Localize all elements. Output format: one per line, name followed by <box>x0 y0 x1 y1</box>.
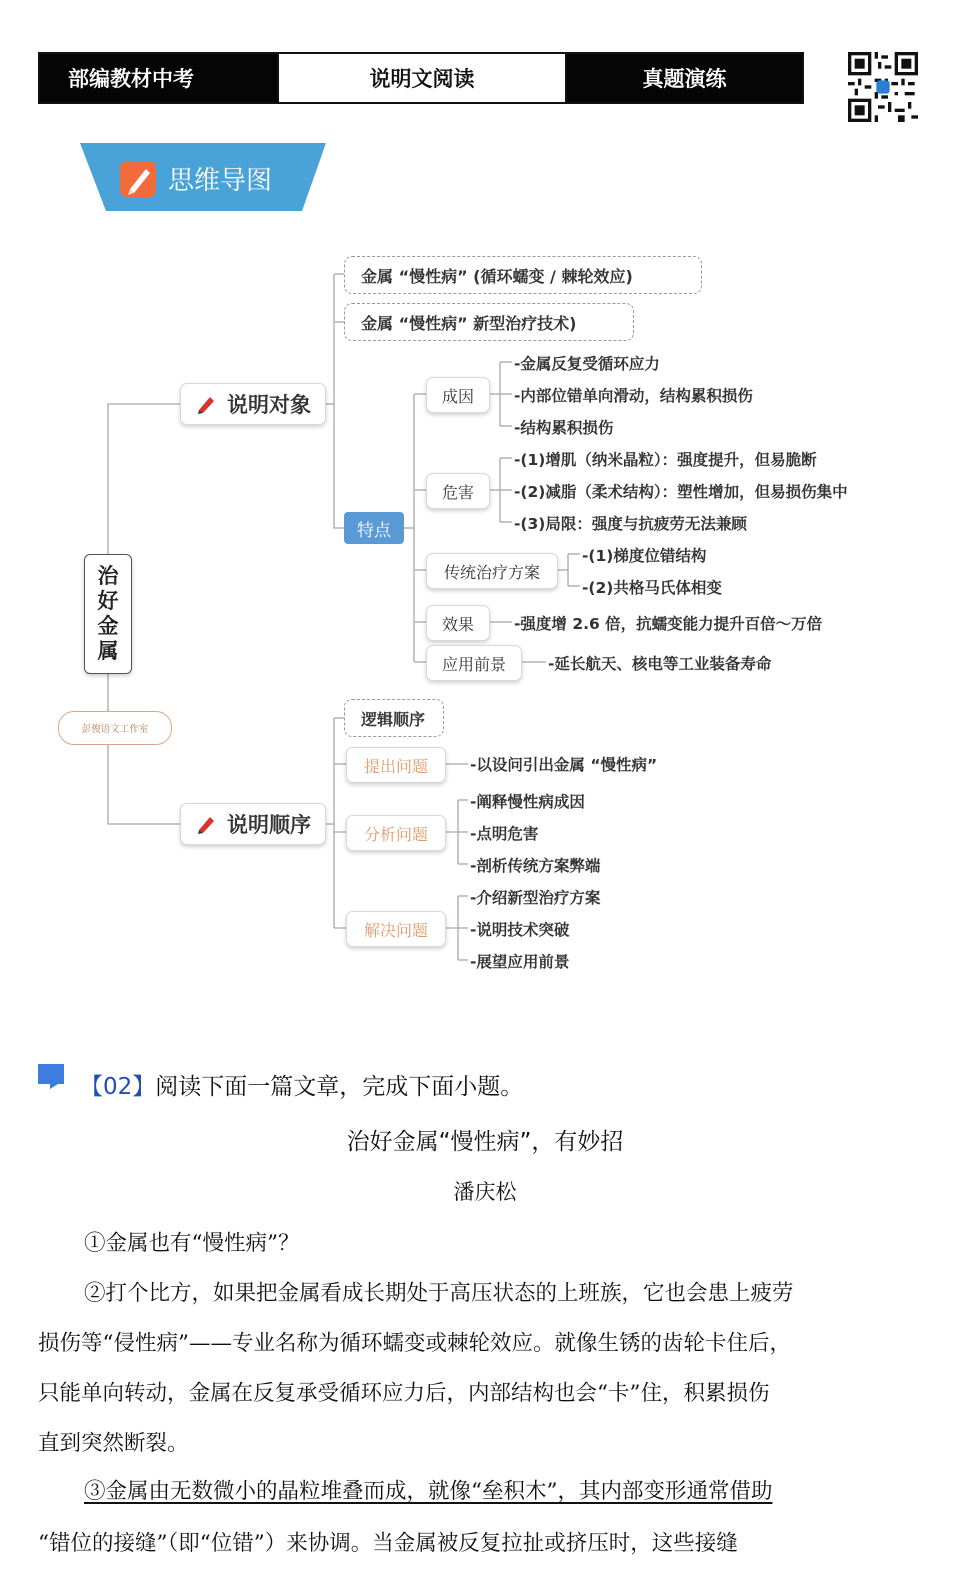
banner-title: 思维导图 <box>168 166 273 196</box>
cause-leaf: -金属反复受循环应力 <box>514 355 660 373</box>
article-line: “错位的接缝”（即“位错”）来协调。当金属被反复拉扯或挤压时，这些接缝 <box>38 1531 738 1556</box>
header-center: 说明文阅读 <box>277 54 567 102</box>
traditional-leaf: -(2)共格马氏体相变 <box>582 579 722 597</box>
harm-leaf: -(1)增肌（纳米晶粒）：强度提升，但易脆断 <box>514 451 817 469</box>
node-features: 特点 <box>344 512 404 544</box>
pencil-icon <box>195 393 217 415</box>
cause-leaf: -内部位错单向滑动，结构累积损伤 <box>514 387 753 405</box>
bookmark-icon <box>36 1062 68 1090</box>
root-char: 治 <box>97 564 119 588</box>
solve-leaf: -说明技术突破 <box>470 921 570 939</box>
question-heading <box>80 1068 523 1101</box>
node-harm: 危害 <box>426 473 490 509</box>
solve-leaf: -介绍新型治疗方案 <box>470 889 601 907</box>
root-char: 金 <box>97 614 119 638</box>
node-cause: 成因 <box>426 377 490 413</box>
qr-code-icon[interactable] <box>848 52 918 122</box>
article-line: 损伤等“侵性病”——专业名称为循环蠕变或棘轮效应。就像生锈的齿轮卡住后， <box>38 1331 791 1356</box>
article-line: 只能单向转动，金属在反复承受循环应力后，内部结构也会“卡”住，积累损伤 <box>38 1381 770 1406</box>
header-right: 真题演练 <box>567 54 802 102</box>
node-explanation-order <box>180 803 326 845</box>
raise-leaf: -以设问引出金属 “慢性病” <box>470 756 658 774</box>
studio-tag: 彭俊语文工作室 <box>58 711 172 745</box>
mindmap-root <box>84 554 132 674</box>
harm-leaf: -(2)减脂（柔术结构）：塑性增加，但易损伤集中 <box>514 483 848 501</box>
node-raise-question: 提出问题 <box>346 747 446 783</box>
object-item-2: 金属 “慢性病” 新型治疗技术) <box>344 303 634 341</box>
prospect-leaf: -延长航天、核电等工业装备寿命 <box>548 655 772 673</box>
question-number: 【02】 <box>80 1074 156 1100</box>
question-instruction: 阅读下面一篇文章，完成下面小题。 <box>155 1074 524 1100</box>
object-item-1: 金属 “慢性病” (循环蠕变 / 棘轮效应) <box>344 256 702 294</box>
node-explanation-object <box>180 383 326 425</box>
analyze-leaf: -点明危害 <box>470 825 539 843</box>
effect-leaf: -强度增 2.6 倍，抗蠕变能力提升百倍～万倍 <box>514 615 823 633</box>
article-line: 直到突然断裂。 <box>38 1431 189 1456</box>
logic-order-node: 逻辑顺序 <box>344 699 444 737</box>
pencil-icon <box>195 813 217 835</box>
node-label: 说明对象 <box>227 393 311 417</box>
node-solve-question: 解决问题 <box>346 911 446 947</box>
node-label: 说明顺序 <box>227 813 311 837</box>
solve-leaf: -展望应用前景 <box>470 953 570 971</box>
header-left: 部编教材中考 <box>40 54 277 102</box>
node-effect: 效果 <box>426 605 490 641</box>
cause-leaf: -结构累积损伤 <box>514 419 614 437</box>
article-line: ①金属也有“慢性病”？ <box>84 1231 300 1256</box>
node-traditional-plan: 传统治疗方案 <box>426 553 558 589</box>
root-char: 好 <box>97 589 119 613</box>
article-line: ②打个比方，如果把金属看成长期处于高压状态的上班族，它也会患上疲劳 <box>84 1281 794 1306</box>
node-prospect: 应用前景 <box>426 645 522 681</box>
traditional-leaf: -(1)梯度位错结构 <box>582 547 707 565</box>
analyze-leaf: -剖析传统方案弊端 <box>470 857 601 875</box>
root-char: 属 <box>97 639 119 663</box>
node-analyze-question: 分析问题 <box>346 815 446 851</box>
harm-leaf: -(3)局限：强度与抗疲劳无法兼顾 <box>514 515 747 533</box>
article-title: 治好金属“慢性病”，有妙招 <box>346 1129 624 1155</box>
article-author: 潘庆松 <box>453 1180 517 1204</box>
analyze-leaf: -阐释慢性病成因 <box>470 793 585 811</box>
header-bar <box>38 52 804 104</box>
article-line-underlined: ③金属由无数微小的晶粒堆叠而成，就像“垒积木”，其内部变形通常借助 <box>84 1479 773 1504</box>
